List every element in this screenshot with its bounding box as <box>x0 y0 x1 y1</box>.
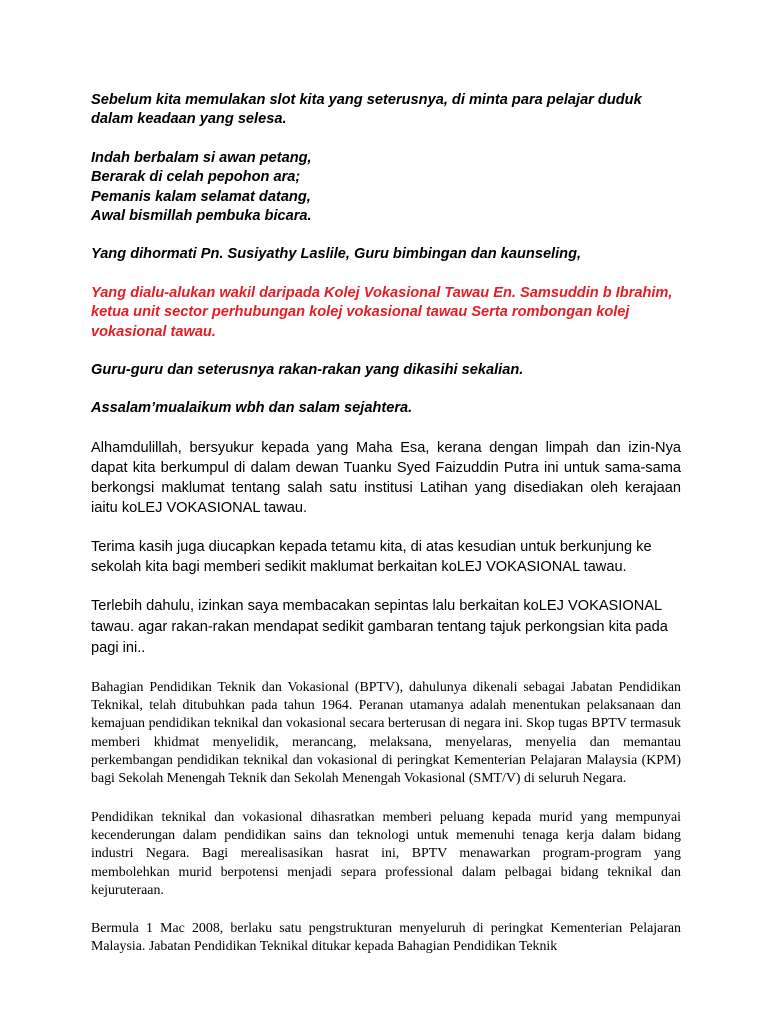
paragraph-restructure: Bermula 1 Mac 2008, berlaku satu pengstrukturan menyeluruh di peringkat Kementerian Pelajaran Malaysia. Jabatan Pendidikan Teknikal ditukar kepada Bahagian Pendidikan Teknik <box>91 921 681 955</box>
paragraph-thanks: Terima kasih juga diucapkan kepada tetamu kita, di atas kesudian untuk berkunjung ke sekolah kita bagi memberi sedikit maklumat berkaitan koLEJ VOKASIONAL tawau. <box>91 538 652 575</box>
pantun-line: Awal bismillah pembuka bicara. <box>91 208 312 225</box>
greeting-guest: Yang dialu-alukan wakil daripada Kolej Vokasional Tawau En. Samsuddin b Ibrahim, ketua unit sector perhubungan kolej vokasional tawau Serta rombongan kolej vokasional tawau. <box>91 284 673 340</box>
salutation: Assalam’mualaikum wbh dan salam sejahtera. <box>91 400 413 417</box>
greeting-counsellor: Yang dihormati Pn. Susiyathy Laslile, Guru bimbingan dan kaunseling, <box>91 246 582 263</box>
intro-note: Sebelum kita memulakan slot kita yang seterusnya, di minta para pelajar duduk dalam keadaan yang selesa. <box>91 92 642 128</box>
pantun-verse <box>91 149 681 227</box>
pantun-line: Berarak di celah pepohon ara; <box>91 169 301 186</box>
paragraph-bptv: Bahagian Pendidikan Teknik dan Vokasional (BPTV), dahulunya dikenali sebagai Jabatan Pendidikan Teknikal, telah ditubuhkan pada tahun 1964. Peranan utamanya adalah menentukan pelaksanaan dan kemajuan pendidikan teknikal dan vokasional secara berterusan di negara ini. Skop tugas BPTV termasuk memberi khidmat menyelidik, merancang, melaksana, menyelaras, menyelia dan memantau perkembangan pendidikan teknikal dan vokasional di peringkat Kementerian Pelajaran Malaysia (KPM) bagi Sekolah Menengah Teknik dan Sekolah Menengah Vokasional (SMT/V) di seluruh Negara. <box>91 679 681 787</box>
pantun-line: Pemanis kalam selamat datang, <box>91 188 311 205</box>
document-body <box>91 91 681 957</box>
paragraph-aspiration: Pendidikan teknikal dan vokasional dihasratkan memberi peluang kepada murid yang mempunyai kecenderungan dalam pendidikan sains dan teknologi untuk memenuhi tenaga kerja dalam bidang industri Negara. Bagi merealisasikan hasrat ini, BPTV menawarkan program-program yang membolehkan murid berpotensi menjadi separa professional dalam pelbagai bidang teknikal dan kejuruteraan. <box>91 809 681 898</box>
pantun-line: Indah berbalam si awan petang, <box>91 149 312 166</box>
paragraph-gratitude: Alhamdulillah, bersyukur kepada yang Maha Esa, kerana dengan limpah dan izin-Nya dapat kita berkumpul di dalam dewan Tuanku Syed Faizuddin Putra ini untuk sama-sama berkongsi maklumat tentang salah satu institusi Latihan yang disediakan oleh kerajaan iaitu koLEJ VOKASIONAL tawau. <box>91 439 681 516</box>
greeting-teachers: Guru-guru dan seterusnya rakan-rakan yang dikasihi sekalian. <box>91 362 524 379</box>
paragraph-permission: Terlebih dahulu, izinkan saya membacakan sepintas lalu berkaitan koLEJ VOKASIONAL tawau. agar rakan-rakan mendapat sedikit gambaran tentang tajuk perkongsian kita pada pagi ini.. <box>91 597 668 656</box>
